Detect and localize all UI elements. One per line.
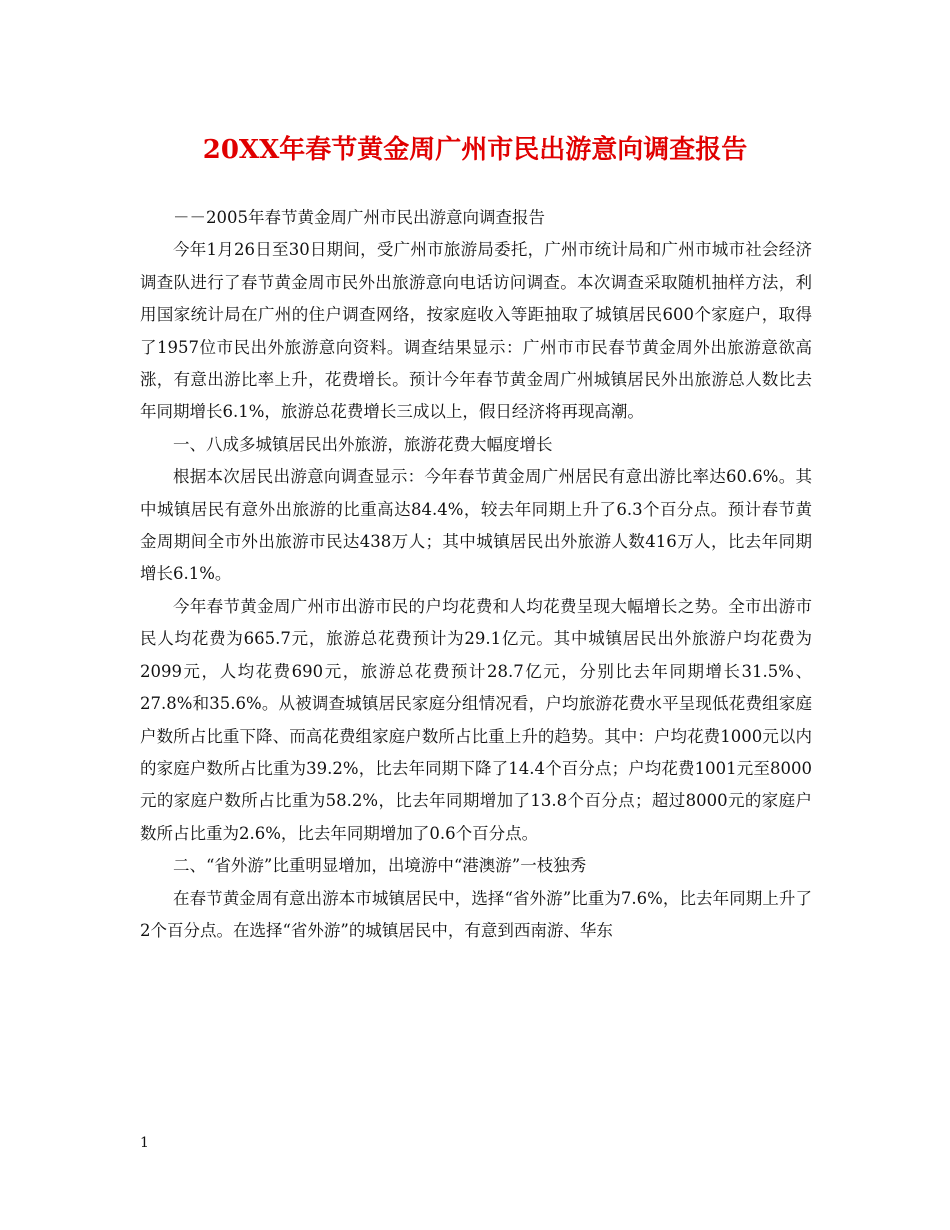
body-paragraph: 在春节黄金周有意出游本市城镇居民中，选择“省外游”比重为7.6%，比去年同期上升了2个百分点。在选择“省外游”的城镇居民中，有意到西南游、华东 [140,888,812,940]
document-body [140,202,812,947]
section-heading-1: 一、八成多城镇居民出外旅游，旅游花费大幅度增长 [173,434,553,454]
page-number: 1 [140,1135,149,1151]
body-paragraph: 今年春节黄金周广州市出游市民的户均花费和人均花费呈现大幅增长之势。全市出游市民人均花费为665.7元，旅游总花费预计为29.1亿元。其中城镇居民出外旅游户均花费为2099元，人均花费690元，旅游总花费预计28.7亿元，分别比去年同期增长31.5%、27.8%和35.6%。从被调查城镇居民家庭分组情况看，户均旅游花费水平呈现低花费组家庭户数所占比重下降、而高花费组家庭户数所占比重上升的趋势。其中：户均花费1000元以内的家庭户数所占比重为39.2%，比去年同期下降了14.4个百分点；户均花费1001元至8000元的家庭户数所占比重为58.2%，比去年同期增加了13.8个百分点；超过8000元的家庭户数所占比重为2.6%，比去年同期增加了0.6个百分点。 [140,596,812,843]
body-paragraph: 根据本次居民出游意向调查显示：今年春节黄金周广州居民有意出游比率达60.6%。其中城镇居民有意外出旅游的比重高达84.4%，较去年同期上升了6.3个百分点。预计春节黄金周期间全市外出旅游市民达438万人；其中城镇居民出外旅游人数416万人，比去年同期增长6.1%。 [140,467,812,584]
subtitle-paragraph: －－2005年春节黄金周广州市民出游意向调查报告 [173,208,545,227]
intro-paragraph: 今年1月26日至30日期间，受广州市旅游局委托，广州市统计局和广州市城市社会经济调查队进行了春节黄金周市民外出旅游意向电话访问调查。本次调查采取随机抽样方法，利用国家统计局在广州的住户调查网络，按家庭收入等距抽取了城镇居民600个家庭户，取得了1957位市民出外旅游意向资料。调查结果显示：广州市市民春节黄金周外出旅游意欲高涨，有意出游比率上升，花费增长。预计今年春节黄金周广州城镇居民外出旅游总人数比去年同期增长6.1%，旅游总花费增长三成以上，假日经济将再现高潮。 [140,240,812,422]
section-heading-2: 二、“省外游”比重明显增加，出境游中“港澳游”一枝独秀 [173,856,587,876]
document-title: 20XX年春节黄金周广州市民出游意向调查报告 [202,135,748,165]
